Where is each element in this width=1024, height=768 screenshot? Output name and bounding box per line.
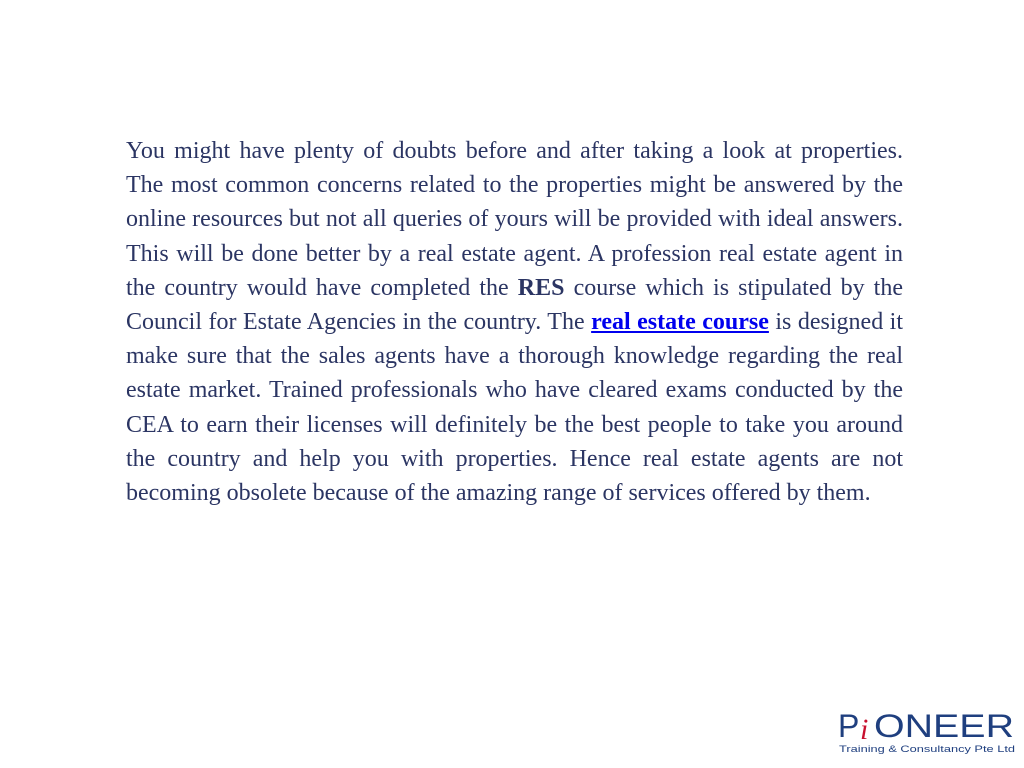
paragraph-text-part2: course which is stipulated by the Council for Estate Agencies in the country. The bbox=[126, 274, 903, 336]
logo-tagline: Training & Consultancy Pte Ltd bbox=[839, 744, 1015, 755]
res-bold-term: RES bbox=[517, 274, 565, 301]
logo-wordmark: ONEER bbox=[874, 708, 1014, 744]
logo-letter-i: i bbox=[860, 713, 869, 746]
paragraph-text-part3: is designed it make sure that the sales agents have a thorough knowledge regarding the real estate market. Trained professionals who have cleared exams conducted by the CEA to earn their licenses will definitely be the best people to take you around the country and help you with properties. Hence real estate agents are not becoming obsolete because of the amazing range of services offered by them. bbox=[126, 309, 904, 507]
logo-letter-p: P bbox=[838, 708, 860, 744]
pioneer-logo bbox=[838, 706, 1018, 760]
real-estate-course-link[interactable]: real estate course bbox=[591, 309, 769, 336]
body-paragraph bbox=[126, 134, 903, 510]
paragraph-text-part1: You might have plenty of doubts before and after taking a look at properties. The most common concerns related to the properties might be answered by the online resources but not all queries of yours will be provided with ideal answers. This will be done better by a real estate agent. A profession real estate agent in the country would have completed the bbox=[126, 138, 903, 301]
